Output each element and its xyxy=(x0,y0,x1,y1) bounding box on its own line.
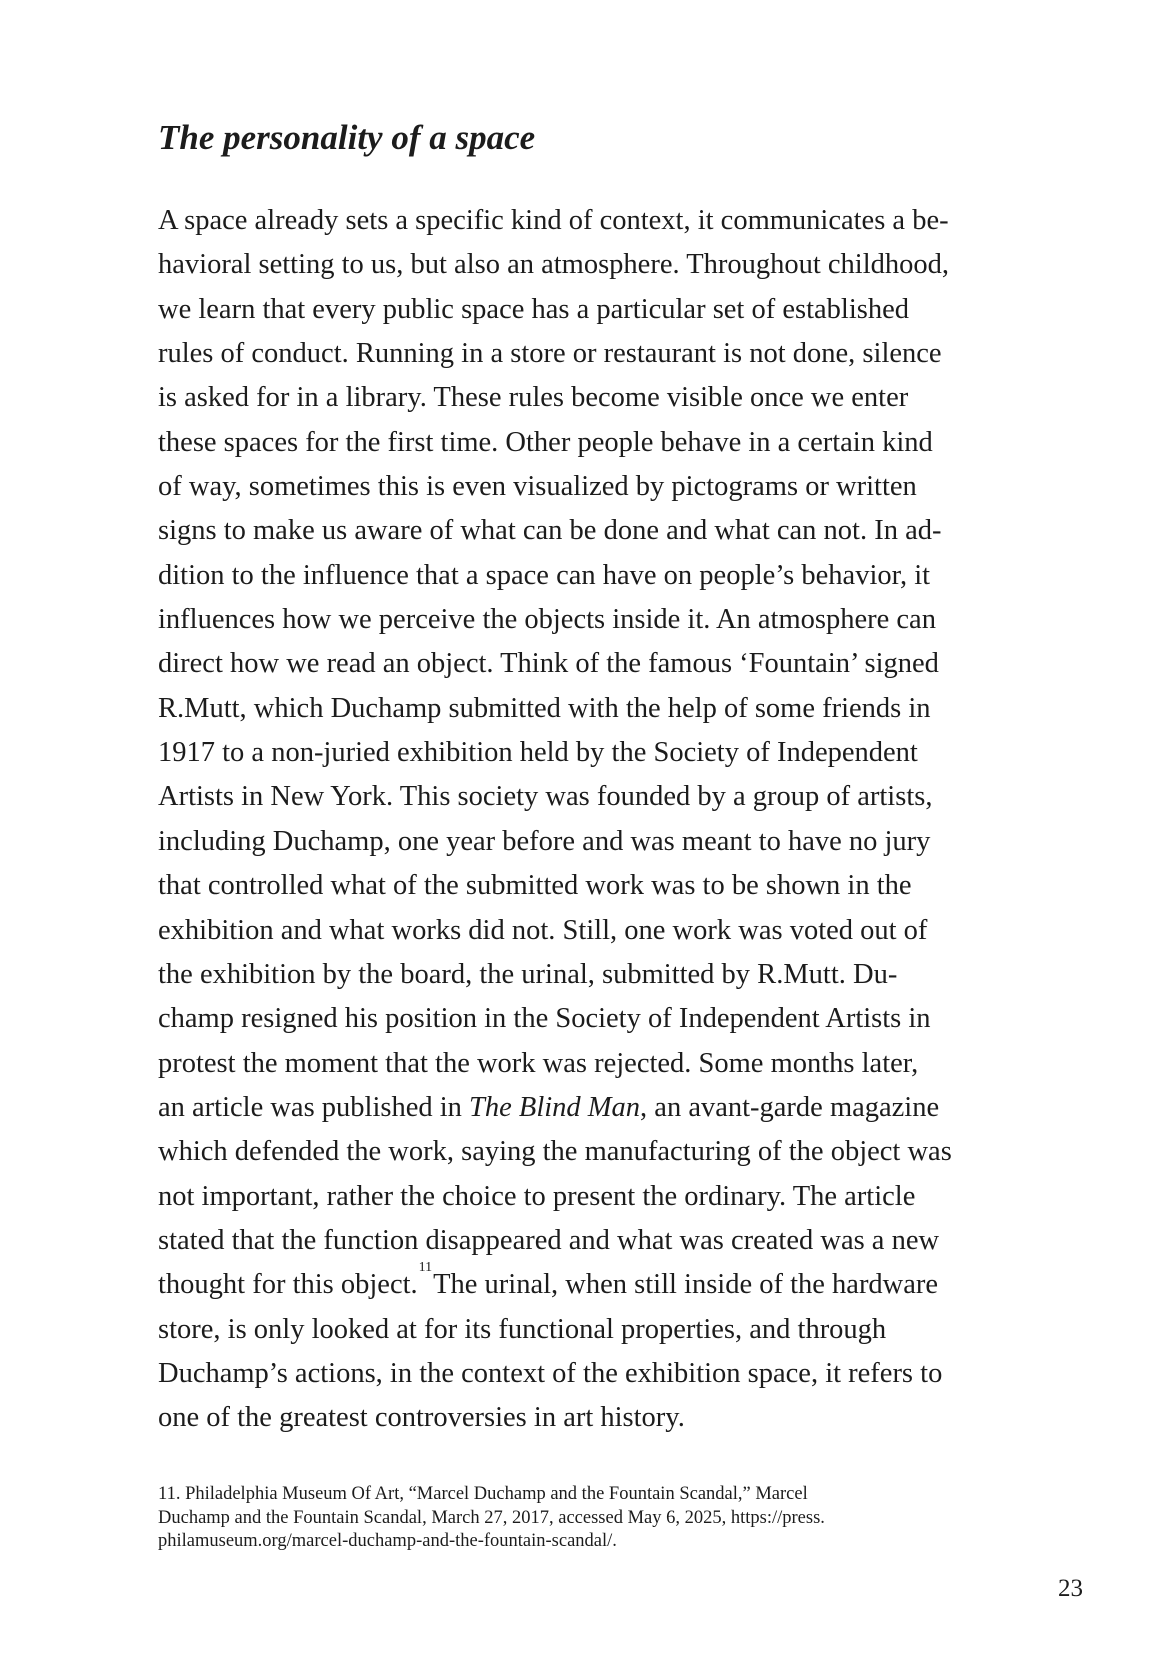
body-line: not important, rather the choice to present the ordinary. The article xyxy=(158,1180,916,1212)
footnote-line: 11. Philadelphia Museum Of Art, “Marcel Duchamp and the Fountain Scandal,” Marcel xyxy=(158,1484,808,1504)
body-line: protest the moment that the work was rejected. Some months later, xyxy=(158,1047,919,1079)
body-line: Artists in New York. This society was founded by a group of artists, xyxy=(158,781,933,813)
body-line xyxy=(158,1260,1038,1307)
body-text-segment: an article was published in xyxy=(158,1091,470,1123)
body-text-segment: The urinal, when still inside of the hardware xyxy=(433,1269,939,1301)
body-line: dition to the influence that a space can have on people’s behavior, it xyxy=(158,559,931,591)
body-line: that controlled what of the submitted work was to be shown in the xyxy=(158,870,912,902)
body-line: one of the greatest controversies in art history. xyxy=(158,1402,685,1434)
body-line: havioral setting to us, but also an atmosphere. Throughout childhood, xyxy=(158,249,950,281)
body-line: A space already sets a specific kind of context, it communicates a be- xyxy=(158,205,949,236)
body-line: rules of conduct. Running in a store or restaurant is not done, silence xyxy=(158,338,942,370)
body-line: the exhibition by the board, the urinal, submitted by R.Mutt. Du- xyxy=(158,958,898,990)
body-line: store, is only looked at for its functional properties, and through xyxy=(158,1313,887,1345)
body-line: signs to make us aware of what can be done and what can not. In ad- xyxy=(158,515,942,547)
section-heading: The personality of a space xyxy=(158,118,536,157)
footnote-reference: 11 xyxy=(418,1260,433,1276)
body-line: direct how we read an object. Think of the famous ‘Fountain’ signed xyxy=(158,648,939,680)
body-line: which defended the work, saying the manufacturing of the object was xyxy=(158,1136,952,1168)
body-line: we learn that every public space has a particular set of established xyxy=(158,293,909,325)
body-line: is asked for in a library. These rules become visible once we enter xyxy=(158,382,909,414)
body-line: influences how we perceive the objects inside it. An atmosphere can xyxy=(158,604,936,636)
body-text-segment: , an avant-garde magazine xyxy=(640,1091,940,1123)
body-text xyxy=(158,199,1038,1441)
footnote-line: philamuseum.org/marcel-duchamp-and-the-fountain-scandal/. xyxy=(158,1531,617,1551)
body-text-segment: thought for this object. xyxy=(158,1269,418,1301)
body-line xyxy=(158,1086,1038,1130)
body-line: of way, sometimes this is even visualized by pictograms or written xyxy=(158,471,917,503)
page-number: 23 xyxy=(1058,1575,1083,1602)
body-line: champ resigned his position in the Society of Independent Artists in xyxy=(158,1003,931,1035)
footnote-line: Duchamp and the Fountain Scandal, March 27, 2017, accessed May 6, 2025, https://press. xyxy=(158,1507,825,1528)
footnotes xyxy=(158,1483,1038,1554)
body-line: exhibition and what works did not. Still, one work was voted out of xyxy=(158,914,928,946)
body-line: 1917 to a non-juried exhibition held by the Society of Independent xyxy=(158,737,918,769)
body-line: stated that the function disappeared and what was created was a new xyxy=(158,1224,940,1256)
body-line: R.Mutt, which Duchamp submitted with the help of some friends in xyxy=(158,692,931,724)
body-line: Duchamp’s actions, in the context of the exhibition space, it refers to xyxy=(158,1357,943,1389)
body-line: these spaces for the first time. Other people behave in a certain kind xyxy=(158,426,933,458)
magazine-title: The Blind Man xyxy=(469,1091,641,1123)
body-line: including Duchamp, one year before and was meant to have no jury xyxy=(158,825,931,857)
